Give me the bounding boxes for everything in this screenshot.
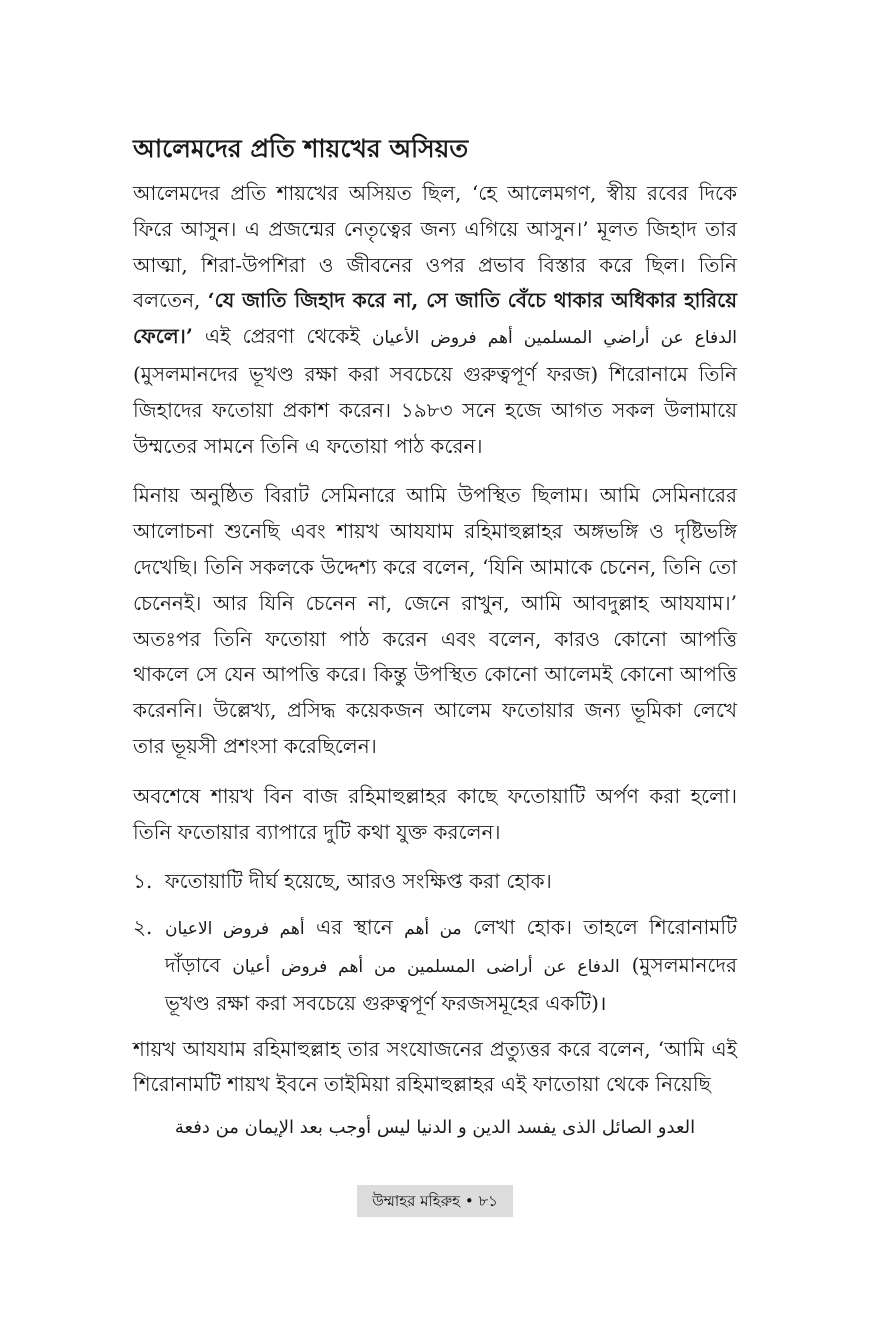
list-number: ১.	[133, 869, 153, 894]
paragraph-2: মিনায় অনুষ্ঠিত বিরাট সেমিনারে আমি উপস্থিত ছিলাম। আমি সেমিনারের আলোচনা শুনেছি এবং শায়খ আযযাম রহিমাহুল্লাহর অঙ্গভঙ্গি ও দৃষ্টিভঙ্গি দেখেছি। তিনি সকলকে উদ্দেশ্য করে বলেন, ‘যিনি আমাকে চেনেন, তিনি তো চেনেনই। আর যিনি চেনেন না, জেনে রাখুন, আমি আবদুল্লাহ আযযাম।’ অতঃপর তিনি ফতোয়া পাঠ করেন এবং বলেন, কারও কোনো আপত্তি থাকলে সে যেন আপত্তি করে। কিন্তু উপস্থিত কোনো আলেমই কোনো আপত্তি করেননি। উল্লেখ্য, প্রসিদ্ধ কয়েকজন আলেম ফতোয়ার জন্য ভূমিকা লেখে তার ভূয়সী প্রশংসা করেছিলেন।	[133, 483, 737, 758]
list-text-c: (মুসলমানদের ভূখণ্ড রক্ষা করা সবচেয়ে গুরুত্বপূর্ণ ফরজসমূহের একটি)।	[165, 952, 737, 1015]
list-item	[133, 864, 737, 900]
arabic-title: الدفاع عن أراضي المسلمين أهم فروض الأعيان	[371, 328, 738, 349]
page-footer: উম্মাহর মহিরুহ • ৮১	[357, 1185, 513, 1217]
list-item	[133, 910, 737, 1021]
list-text-a: এর স্থানে	[304, 915, 405, 940]
section-heading: আলেমদের প্রতি শায়খের অসিয়ত	[133, 134, 469, 163]
arabic-quote: العدو الصائل الذى يفسد الدين و الدنيا ليس أوجب بعد الإيمان من دفعة	[174, 1117, 696, 1139]
list-text	[165, 910, 737, 1021]
paragraph-3: অবশেষে শায়খ বিন বাজ রহিমাহুল্লাহর কাছে ফতোয়াটি অর্পণ করা হলো। তিনি ফতোয়ার ব্যাপারে দুটি কথা যুক্ত করলেন।	[133, 783, 737, 844]
paragraph-1-text-a: আলেমদের প্রতি শায়খের অসিয়ত ছিল, ‘হে আলেমগণ, স্বীয় রবের দিকে ফিরে আসুন। এ প্রজন্মের নেতৃত্বের জন্য এগিয়ে আসুন।’ মূলত জিহাদ তার আত্মা, শিরা-উপশিরা ও জীবনের ওপর প্রভাব বিস্তার করে ছিল। তিনি বলতেন,	[133, 181, 737, 313]
paragraph-4: শায়খ আযযাম রহিমাহুল্লাহ তার সংযোজনের প্রত্যুত্তর করে বলেন, ‘আমি এই শিরোনামটি শায়খ ইবনে তাইমিয়া রহিমাহুল্লাহর এই ফাতোয়া থেকে নিয়েছি	[133, 1036, 737, 1097]
arabic-phrase: أهم فروض الاعيان	[165, 919, 305, 940]
paragraph-1-text-b: এই প্রেরণা থেকেই	[192, 324, 372, 349]
page-content	[133, 128, 737, 1138]
list-number: ২.	[133, 915, 153, 940]
numbered-list	[133, 864, 737, 1021]
paragraph-1-text-c: (মুসলমানদের ভূখণ্ড রক্ষা করা সবচেয়ে গুরুত্বপূর্ণ ফরজ) শিরোনামে তিনি জিহাদের ফতোয়া প্রকাশ করেন। ১৯৮৩ সনে হজে আগত সকল উলামায়ে উম্মতের সামনে তিনি এ ফতোয়া পাঠ করেন।	[133, 361, 737, 458]
arabic-phrase: الدفاع عن أراضى المسلمين من أهم فروض أعيان	[232, 956, 620, 977]
arabic-phrase: من أهم	[404, 919, 462, 940]
bold-quote: ‘যে জাতি জিহাদ করে না, সে জাতি বেঁচে থাকার অধিকার হারিয়ে ফেলে।’	[133, 288, 737, 349]
paragraph-1	[133, 176, 737, 464]
list-text: ফতোয়াটি দীর্ঘ হয়েছে, আরও সংক্ষিপ্ত করা হোক।	[165, 869, 552, 894]
list-text-b: লেখা হোক। তাহলে শিরোনামটি দাঁড়াবে	[165, 915, 738, 977]
